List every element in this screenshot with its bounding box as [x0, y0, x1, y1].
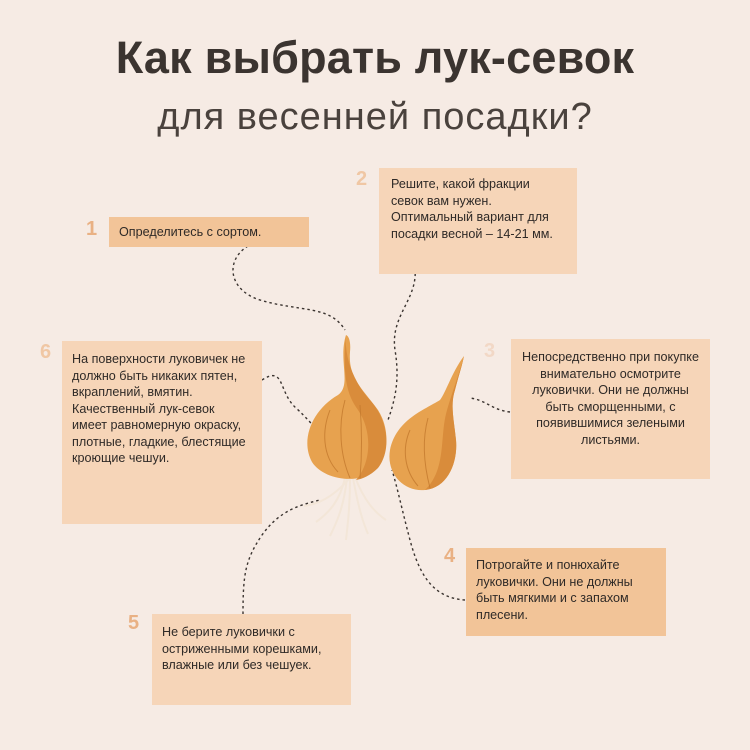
step-number-1: 1 — [86, 218, 98, 240]
step-text-5: Не берите луковички с остриженными корешками, влажные или без чешуек. — [162, 625, 322, 672]
step-number-3: 3 — [484, 340, 496, 362]
step-text-6: На поверхности луковичек не должно быть никаких пятен, вкраплений, вмятин. Качественный лук-севок имеет равномерную окраску, плотные, гладкие, блестящие кроющие чешуи. — [72, 352, 246, 465]
step-text-4: Потрогайте и понюхайте луковички. Они не должны быть мягкими и с запахом плесени. — [476, 558, 633, 622]
step-card-5 — [152, 614, 351, 705]
step-card-4 — [466, 548, 666, 636]
step-card-3 — [511, 339, 710, 479]
step-number-6: 6 — [40, 341, 52, 363]
step-text-1: Определитесь с сортом. — [119, 225, 262, 239]
step-card-6 — [62, 341, 262, 524]
step-number-5: 5 — [128, 612, 140, 634]
page-subtitle: для весенней посадки? — [157, 96, 593, 138]
step-text-3: Непосредственно при покупке внимательно осмотрите луковички. Они не должны быть сморщенными, с появившимися зелеными листьями. — [522, 350, 699, 447]
step-number-2: 2 — [356, 168, 368, 190]
step-number-4: 4 — [444, 545, 456, 567]
page-title: Как выбрать лук-севок — [115, 32, 635, 83]
step-card-1 — [109, 217, 309, 247]
step-text-2: Решите, какой фракции севок вам нужен. Оптимальный вариант для посадки весной – 14-21 мм. — [391, 177, 553, 241]
onion-bulb-with-roots-icon — [304, 335, 386, 540]
onion-bulb-icon — [389, 356, 464, 490]
step-card-2 — [379, 168, 577, 274]
